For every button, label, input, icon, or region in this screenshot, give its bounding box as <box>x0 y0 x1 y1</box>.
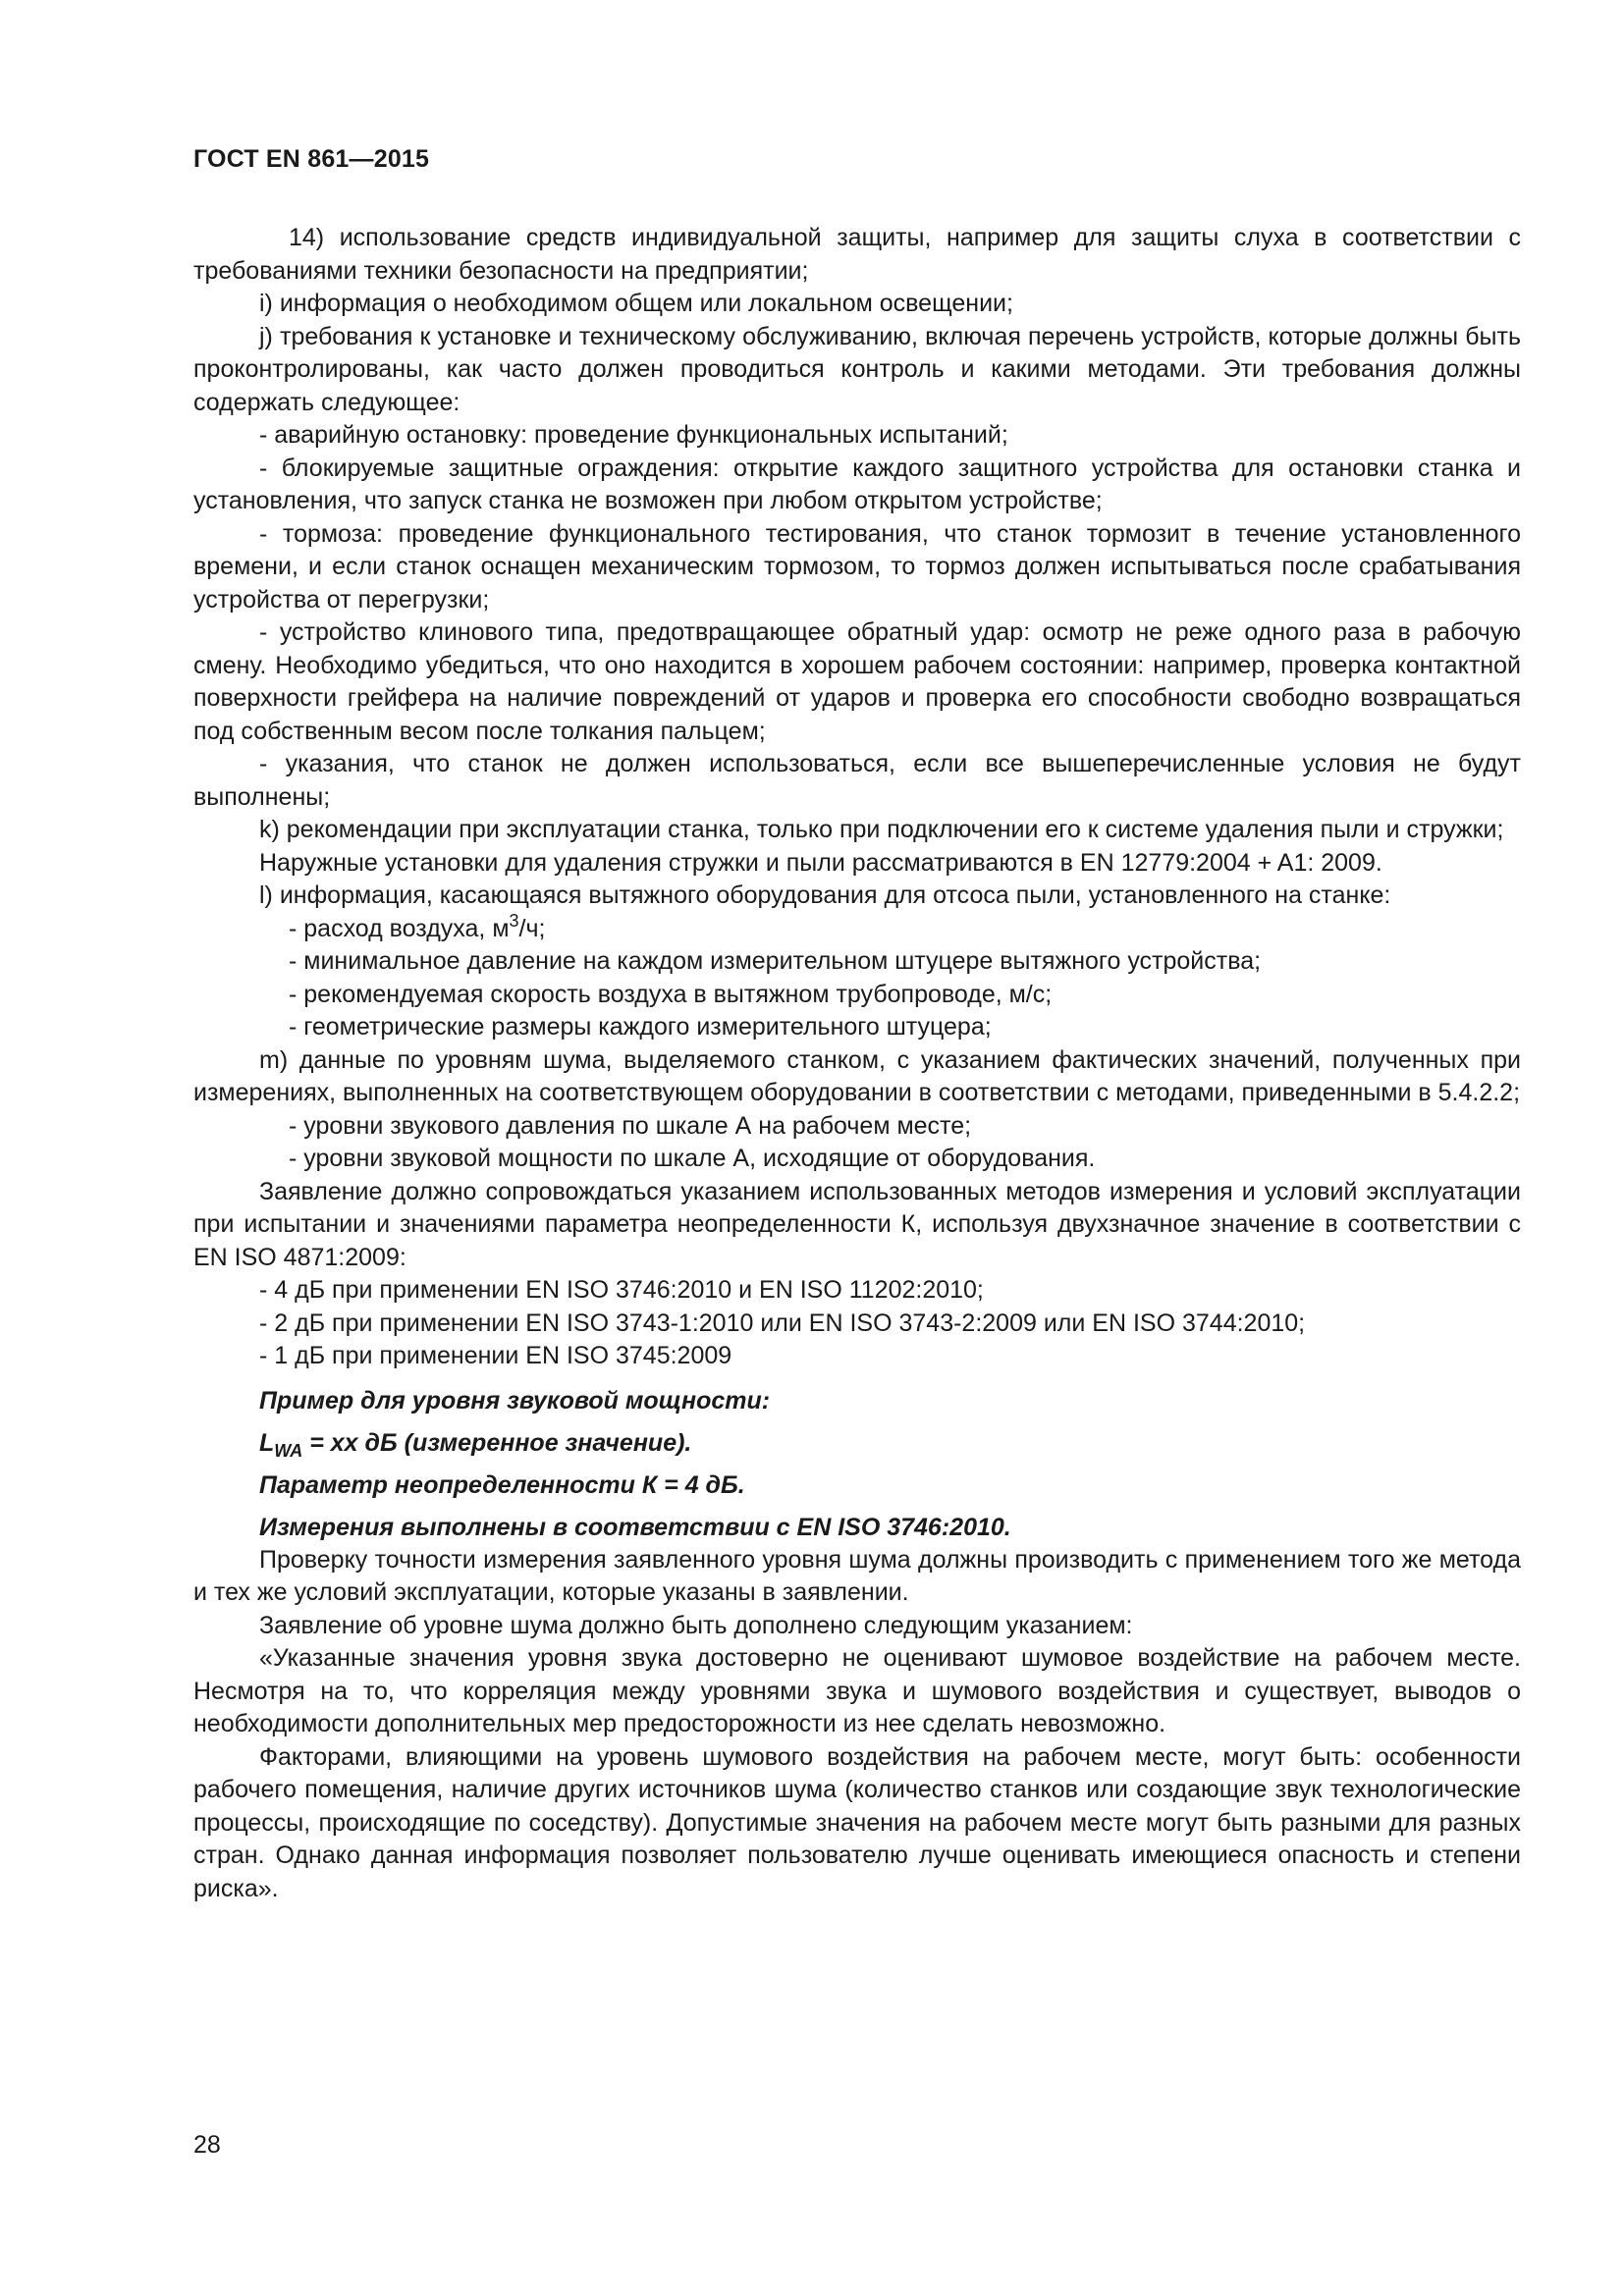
list-item-air-speed: - рекомендуемая скорость воздуха в вытяжном трубопроводе, м/с; <box>289 980 1053 1008</box>
paragraph-m: m) данные по уровням шума, выделяемого станком, с указанием фактических значений, полученных при измерениях, выполненных на соответствующем оборудовании в соответствии с методами, приведенными в 5.4.2.2; <box>193 1045 1521 1106</box>
page-number: 28 <box>193 2131 221 2159</box>
paragraph-outdoor-installations: Наружные установки для удаления стружки и пыли рассматриваются в EN 12779:2004 + A1: 2009. <box>259 848 1382 877</box>
list-item-brakes: - тормоза: проведение функционального тестирования, что станок тормозит в течение установленного времени, и если станок оснащен механическим тормозом, то тормоз должен испытываться после срабатывания устройства от перегрузки; <box>193 519 1521 614</box>
list-item-guards: - блокируемые защитные ограждения: открытие каждого защитного устройства для остановки станка и установления, что запуск станка не возможен при любом открытом устройстве; <box>193 454 1521 514</box>
list-item-2db: - 2 дБ при применении EN ISO 3743-1:2010 или EN ISO 3743-2:2009 или EN ISO 3744:2010; <box>259 1308 1306 1337</box>
paragraph-declaration: Заявление должно сопровождаться указанием использованных методов измерения и условий эксплуатации при испытании и значениями параметра неопределенности К, используя двухзначное значение в соответствии с EN ISO 4871:2009: <box>193 1177 1521 1271</box>
paragraph-verification: Проверку точности измерения заявленного уровня шума должны производить с применением того же метода и тех же условий эксплуатации, которые указаны в заявлении. <box>193 1545 1521 1606</box>
air-flow-unit: /ч; <box>518 914 546 942</box>
list-item-4db: - 4 дБ при применении EN ISO 3746:2010 и EN ISO 11202:2010; <box>259 1276 984 1304</box>
example-lwa-subscript: WA <box>274 1440 303 1461</box>
page-header: ГОСТ EN 861—2015 <box>193 145 430 173</box>
list-item-warning: - указания, что станок не должен использоваться, если все вышеперечисленные условия не будут выполнены; <box>193 750 1521 811</box>
example-uncertainty: Параметр неопределенности К = 4 дБ. <box>259 1470 745 1499</box>
list-item-emergency-stop: - аварийную остановку: проведение функциональных испытаний; <box>259 421 1008 449</box>
list-item-fitting-dimensions: - геометрические размеры каждого измерительного штуцера; <box>289 1013 992 1041</box>
example-title: Пример для уровня звуковой мощности: <box>259 1386 771 1415</box>
list-item-sound-power: - уровни звуковой мощности по шкале А, исходящие от оборудования. <box>289 1145 1096 1172</box>
list-item-air-flow <box>193 910 1521 946</box>
list-item-1db: - 1 дБ при применении EN ISO 3745:2009 <box>259 1342 732 1369</box>
list-item-riving-device: - устройство клинового типа, предотвращающее обратный удар: осмотр не реже одного раза в рабочую смену. Необходимо убедиться, что оно находится в хорошем рабочем состоянии: например, проверка контактной поверхности грейфера на наличие повреждений от ударов и проверка его способности свободно возвращаться под собственным весом после толкания пальцем; <box>193 618 1521 745</box>
paragraph-l: l) информация, касающаяся вытяжного оборудования для отсоса пыли, установленного на станке: <box>259 881 1391 909</box>
example-standard: Измерения выполнены в соответствии с EN ISO 3746:2010. <box>259 1513 1011 1541</box>
paragraph-i: i) информация о необходимом общем или локальном освещении; <box>259 290 1013 317</box>
list-item-min-pressure: - минимальное давление на каждом измерительном штуцере вытяжного устройства; <box>289 947 1262 975</box>
paragraph-quote: «Указанные значения уровня звука достоверно не оценивают шумовое воздействие на рабочем месте. Несмотря на то, что корреляция между уровнями звука и шумового воздействия и существует, выводов о необходимости дополнительных мер предосторожности из нее сделать невозможно. <box>193 1644 1521 1737</box>
air-flow-text: - расход воздуха, м <box>289 914 510 942</box>
cubic-superscript: 3 <box>509 910 519 931</box>
paragraph-factors: Факторами, влияющими на уровень шумового воздействия на рабочем месте, могут быть: особенности рабочего помещения, наличие других источников шума (количество станков или создающие звук технологические процессы, происходящие по соседству). Допустимые значения на рабочем месте могут быть разными для разных стран. Однако данная информация позволяет пользователю лучше оценивать имеющиеся опасность и степени риска». <box>193 1742 1521 1902</box>
paragraph-j: j) требования к установке и техническому обслуживанию, включая перечень устройств, которые должны быть проконтролированы, как часто должен проводиться контроль и какими методами. Эти требования должны содержать следующее: <box>193 322 1521 416</box>
example-lwa <box>193 1427 1521 1460</box>
paragraph-14: 14) использование средств индивидуальной защиты, например для защиты слуха в соответствии с требованиями техники безопасности на предприятии; <box>193 224 1521 285</box>
example-lwa-symbol: L <box>259 1428 275 1457</box>
paragraph-supplement: Заявление об уровне шума должно быть дополнено следующим указанием: <box>259 1611 1133 1639</box>
example-lwa-value: = хх дБ (измеренное значение). <box>302 1428 692 1457</box>
document-body <box>193 222 1521 1905</box>
paragraph-k: k) рекомендации при эксплуатации станка, только при подключении его к системе удаления пыли и стружки; <box>259 816 1504 843</box>
list-item-sound-pressure: - уровни звукового давления по шкале А на рабочем месте; <box>289 1111 972 1140</box>
